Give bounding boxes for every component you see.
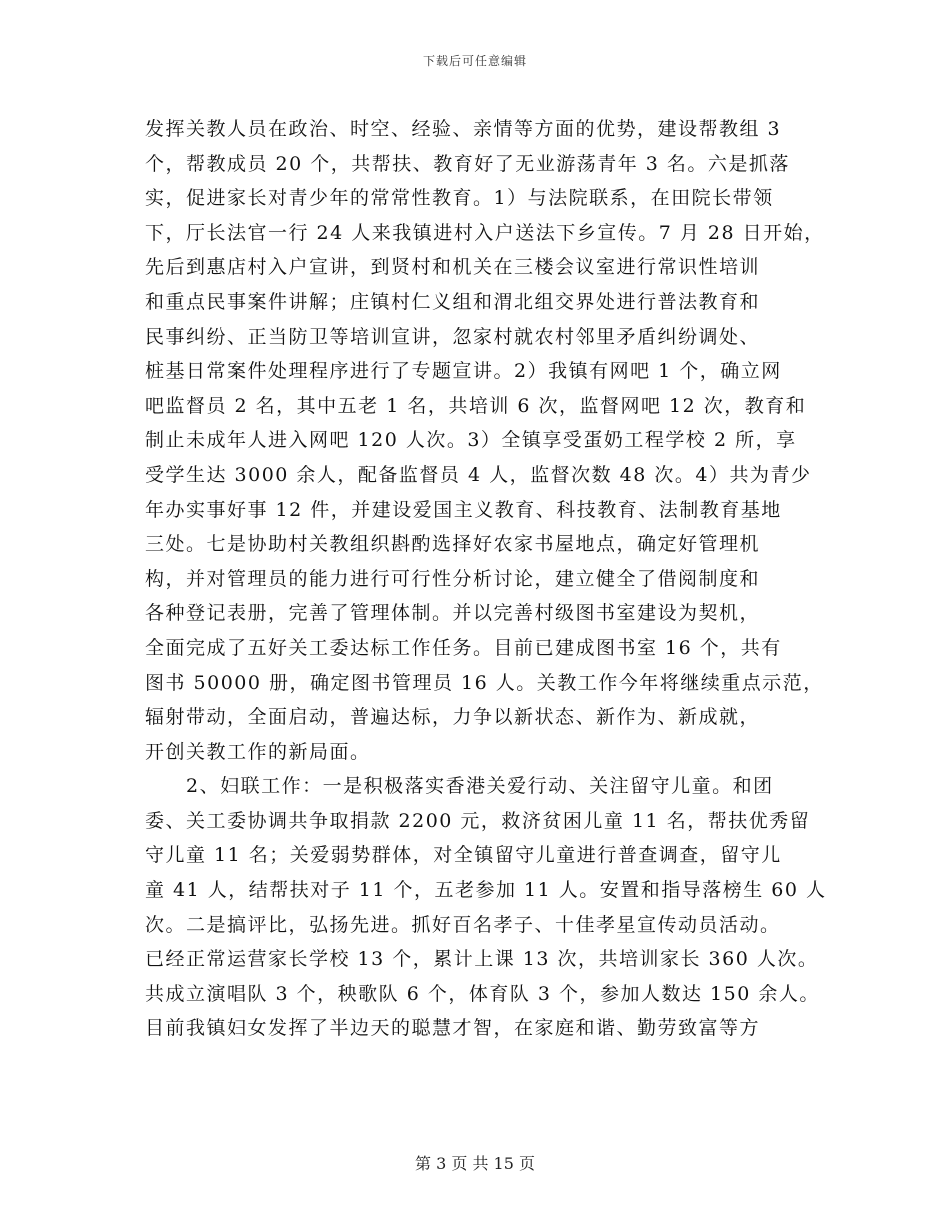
text-line: 个，帮教成员 20 个，共帮扶、教育好了无业游荡青年 3 名。六是抓落 — [145, 152, 790, 175]
text-line: 发挥关教人员在政治、时空、经验、亲情等方面的优势，建设帮教组 3 — [145, 118, 782, 140]
text-line: 构，并对管理员的能力进行可行性分析讨论，建立健全了借阅制度和 — [145, 567, 761, 590]
text-line: 目前我镇妇女发挥了半边天的聪慧才智，在家庭和谐、勤劳致富等方 — [145, 1017, 761, 1040]
page-header: 下载后可任意编辑 — [422, 54, 527, 68]
text-line: 辐射带动，全面启动，普遍达标，力争以新状态、新作为、新成就， — [145, 706, 761, 729]
text-line: 次。二是搞评比，弘扬先进。抓好百名孝子、十佳孝星宣传动员活动。 — [145, 913, 781, 936]
body-text — [145, 112, 845, 1046]
text-line: 童 41 人，结帮扶对子 11 个，五老参加 11 人。安置和指导落榜生 60 人 — [145, 879, 827, 902]
text-line: 共成立演唱队 3 个，秧歌队 6 个，体育队 3 个，参加人数达 150 余人。 — [145, 982, 820, 1005]
text-line: 年办实事好事 12 件，并建设爱国主义教育、科技教育、法制教育基地 — [145, 498, 782, 521]
text-line: 已经正常运营家长学校 13 个，累计上课 13 次，共培训家长 360 人次。 — [145, 948, 819, 971]
text-line: 开创关教工作的新局面。 — [145, 740, 371, 763]
text-line: 三处。七是协助村关教组织斟酌选择好农家书屋地点，确定好管理机 — [145, 533, 761, 556]
text-line: 受学生达 3000 余人，配备监督员 4 人，监督次数 48 次。4）共为青少 — [145, 463, 812, 486]
text-line: 委、关工委协调共争取捐款 2200 元，救济贫困儿童 11 名，帮扶优秀留 — [145, 809, 811, 832]
text-line: 下，厅长法官一行 24 人来我镇进村入户送法下乡宣传。7 月 28 日开始， — [145, 221, 825, 244]
text-line: 守儿童 11 名；关爱弱势群体，对全镇留守儿童进行普查调查，留守儿 — [145, 844, 782, 867]
text-line: 先后到惠店村入户宣讲，到贤村和机关在三楼会议室进行常识性培训 — [145, 256, 761, 279]
text-line: 全面完成了五好关工委达标工作任务。目前已建成图书室 16 个，共有 — [145, 636, 782, 659]
page-number-footer: 第 3 页 共 15 页 — [415, 1154, 535, 1173]
text-line: 桩基日常案件处理程序进行了专题宣讲。2）我镇有网吧 1 个，确立网 — [145, 360, 782, 383]
text-line: 实，促进家长对青少年的常常性教育。1）与法院联系，在田院长带领 — [145, 187, 774, 210]
text-line: 图书 50000 册，确定图书管理员 16 人。关教工作今年将继续重点示范， — [145, 671, 824, 694]
text-line: 民事纠纷、正当防卫等培训宣讲，忽家村就农村邻里矛盾纠纷调处、 — [145, 325, 761, 348]
text-line: 制止未成年人进入网吧 120 人次。3）全镇享受蛋奶工程学校 2 所，享 — [145, 429, 797, 452]
text-line: 各种登记表册，完善了管理体制。并以完善村级图书室建设为契机， — [145, 602, 761, 625]
text-line: 和重点民事案件讲解；庄镇村仁义组和渭北组交界处进行普法教育和 — [145, 290, 761, 313]
text-line: 吧监督员 2 名，其中五老 1 名，共培训 6 次，监督网吧 12 次，教育和 — [145, 394, 807, 417]
text-line: 2、妇联工作：一是积极落实香港关爱行动、关注留守儿童。和团 — [145, 775, 774, 798]
